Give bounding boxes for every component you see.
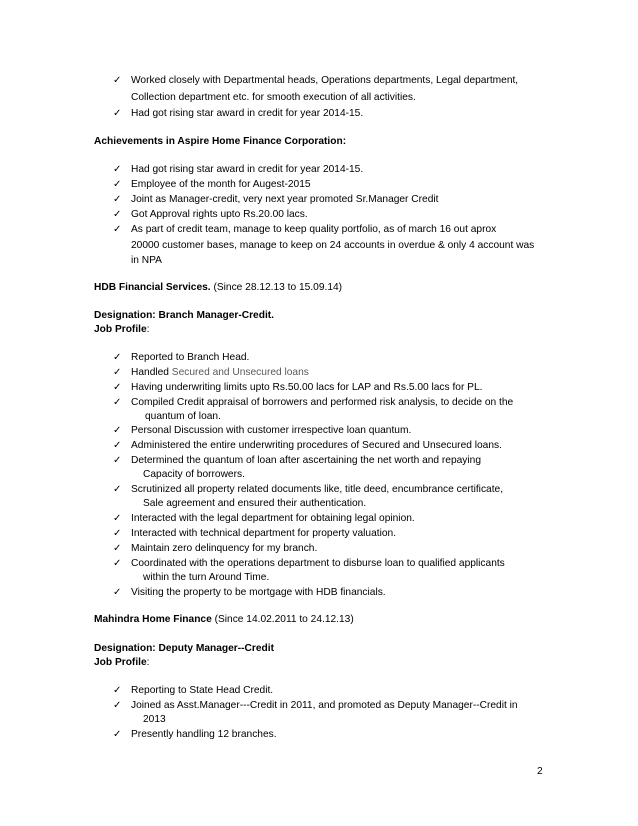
- check-icon: ✓: [113, 164, 122, 175]
- list-item-continuation: within the turn Around Time.: [143, 572, 270, 583]
- check-icon: ✓: [113, 455, 122, 466]
- check-icon: ✓: [113, 194, 122, 205]
- list-item: Had got rising star award in credit for year 2014-15.: [131, 108, 364, 119]
- list-item: Joint as Manager-credit, very next year promoted Sr.Manager Credit: [131, 194, 439, 205]
- check-icon: ✓: [113, 224, 122, 235]
- list-item: Worked closely with Departmental heads, Operations departments, Legal department,: [131, 75, 519, 86]
- check-icon: ✓: [113, 425, 122, 436]
- list-item: Got Approval rights upto Rs.20.00 lacs.: [131, 209, 308, 220]
- check-icon: ✓: [113, 729, 122, 740]
- list-item: Coordinated with the operations department to disburse loan to qualified applicants: [131, 558, 505, 569]
- list-item-continuation: Capacity of borrowers.: [143, 469, 245, 480]
- check-icon: ✓: [113, 209, 122, 220]
- list-item: Determined the quantum of loan after ascertaining the net worth and repaying: [131, 455, 481, 466]
- list-item: Joined as Asst.Manager---Credit in 2011, and promoted as Deputy Manager--Credit in: [131, 700, 518, 711]
- check-icon: ✓: [113, 440, 122, 451]
- check-icon: ✓: [113, 367, 122, 378]
- employment-period: (Since 14.02.2011 to 24.12.13): [211, 614, 354, 625]
- designation: Designation: Branch Manager-Credit.: [94, 310, 275, 321]
- company-name: Mahindra Home Finance: [94, 614, 212, 625]
- list-item: Employee of the month for Augest-2015: [131, 179, 311, 190]
- check-icon: ✓: [113, 513, 122, 524]
- check-icon: ✓: [113, 484, 122, 495]
- company-line-hdb: [94, 282, 342, 293]
- list-item: Presently handling 12 branches.: [131, 729, 277, 740]
- list-item: Maintain zero delinquency for my branch.: [131, 543, 318, 554]
- check-icon: ✓: [113, 558, 122, 569]
- page-number: 2: [537, 766, 543, 777]
- list-item-continuation: quantum of loan.: [145, 411, 221, 422]
- check-icon: ✓: [113, 543, 122, 554]
- check-icon: ✓: [113, 179, 122, 190]
- job-profile-label: Job Profile:: [94, 324, 150, 335]
- list-item: Having underwriting limits upto Rs.50.00 lacs for LAP and Rs.5.00 lacs for PL.: [131, 382, 483, 393]
- list-item-continuation: Collection department etc. for smooth execution of all activities.: [131, 92, 416, 103]
- check-icon: ✓: [113, 382, 122, 393]
- check-icon: ✓: [113, 397, 122, 408]
- check-icon: ✓: [113, 108, 122, 119]
- check-icon: ✓: [113, 528, 122, 539]
- list-item: As part of credit team, manage to keep quality portfolio, as of march 16 out aprox: [131, 224, 497, 235]
- job-profile-label: Job Profile:: [94, 657, 150, 668]
- section-heading-aspire: Achievements in Aspire Home Finance Corporation:: [94, 136, 347, 147]
- list-item: Handled Secured and Unsecured loans: [131, 367, 309, 378]
- list-item: Reported to Branch Head.: [131, 352, 250, 363]
- check-icon: ✓: [113, 352, 122, 363]
- list-item: Had got rising star award in credit for year 2014-15.: [131, 164, 364, 175]
- list-item: Interacted with the legal department for obtaining legal opinion.: [131, 513, 415, 524]
- list-item: Interacted with technical department for property valuation.: [131, 528, 397, 539]
- list-item: Reporting to State Head Credit.: [131, 685, 274, 696]
- list-item: Personal Discussion with customer irrespective loan quantum.: [131, 425, 412, 436]
- list-item: Scrutinized all property related documents like, title deed, encumbrance certificate,: [131, 484, 504, 495]
- check-icon: ✓: [113, 587, 122, 598]
- list-item-continuation: in NPA: [131, 255, 162, 266]
- company-name: HDB Financial Services.: [94, 282, 211, 293]
- company-line-mahindra: [94, 614, 354, 625]
- list-item-continuation: 20000 customer bases, manage to keep on 24 accounts in overdue & only 4 account was: [131, 240, 535, 251]
- employment-period: (Since 28.12.13 to 15.09.14): [210, 282, 343, 293]
- check-icon: ✓: [113, 685, 122, 696]
- check-icon: ✓: [113, 700, 122, 711]
- list-item: Administered the entire underwriting procedures of Secured and Unsecured loans.: [131, 440, 502, 451]
- list-item: Compiled Credit appraisal of borrowers and performed risk analysis, to decide on the: [131, 397, 514, 408]
- list-item: Visiting the property to be mortgage with HDB financials.: [131, 587, 386, 598]
- designation: Designation: Deputy Manager--Credit: [94, 643, 274, 654]
- list-item-continuation: 2013: [143, 714, 166, 725]
- list-item-continuation: Sale agreement and ensured their authentication.: [143, 498, 367, 509]
- check-icon: ✓: [113, 75, 122, 86]
